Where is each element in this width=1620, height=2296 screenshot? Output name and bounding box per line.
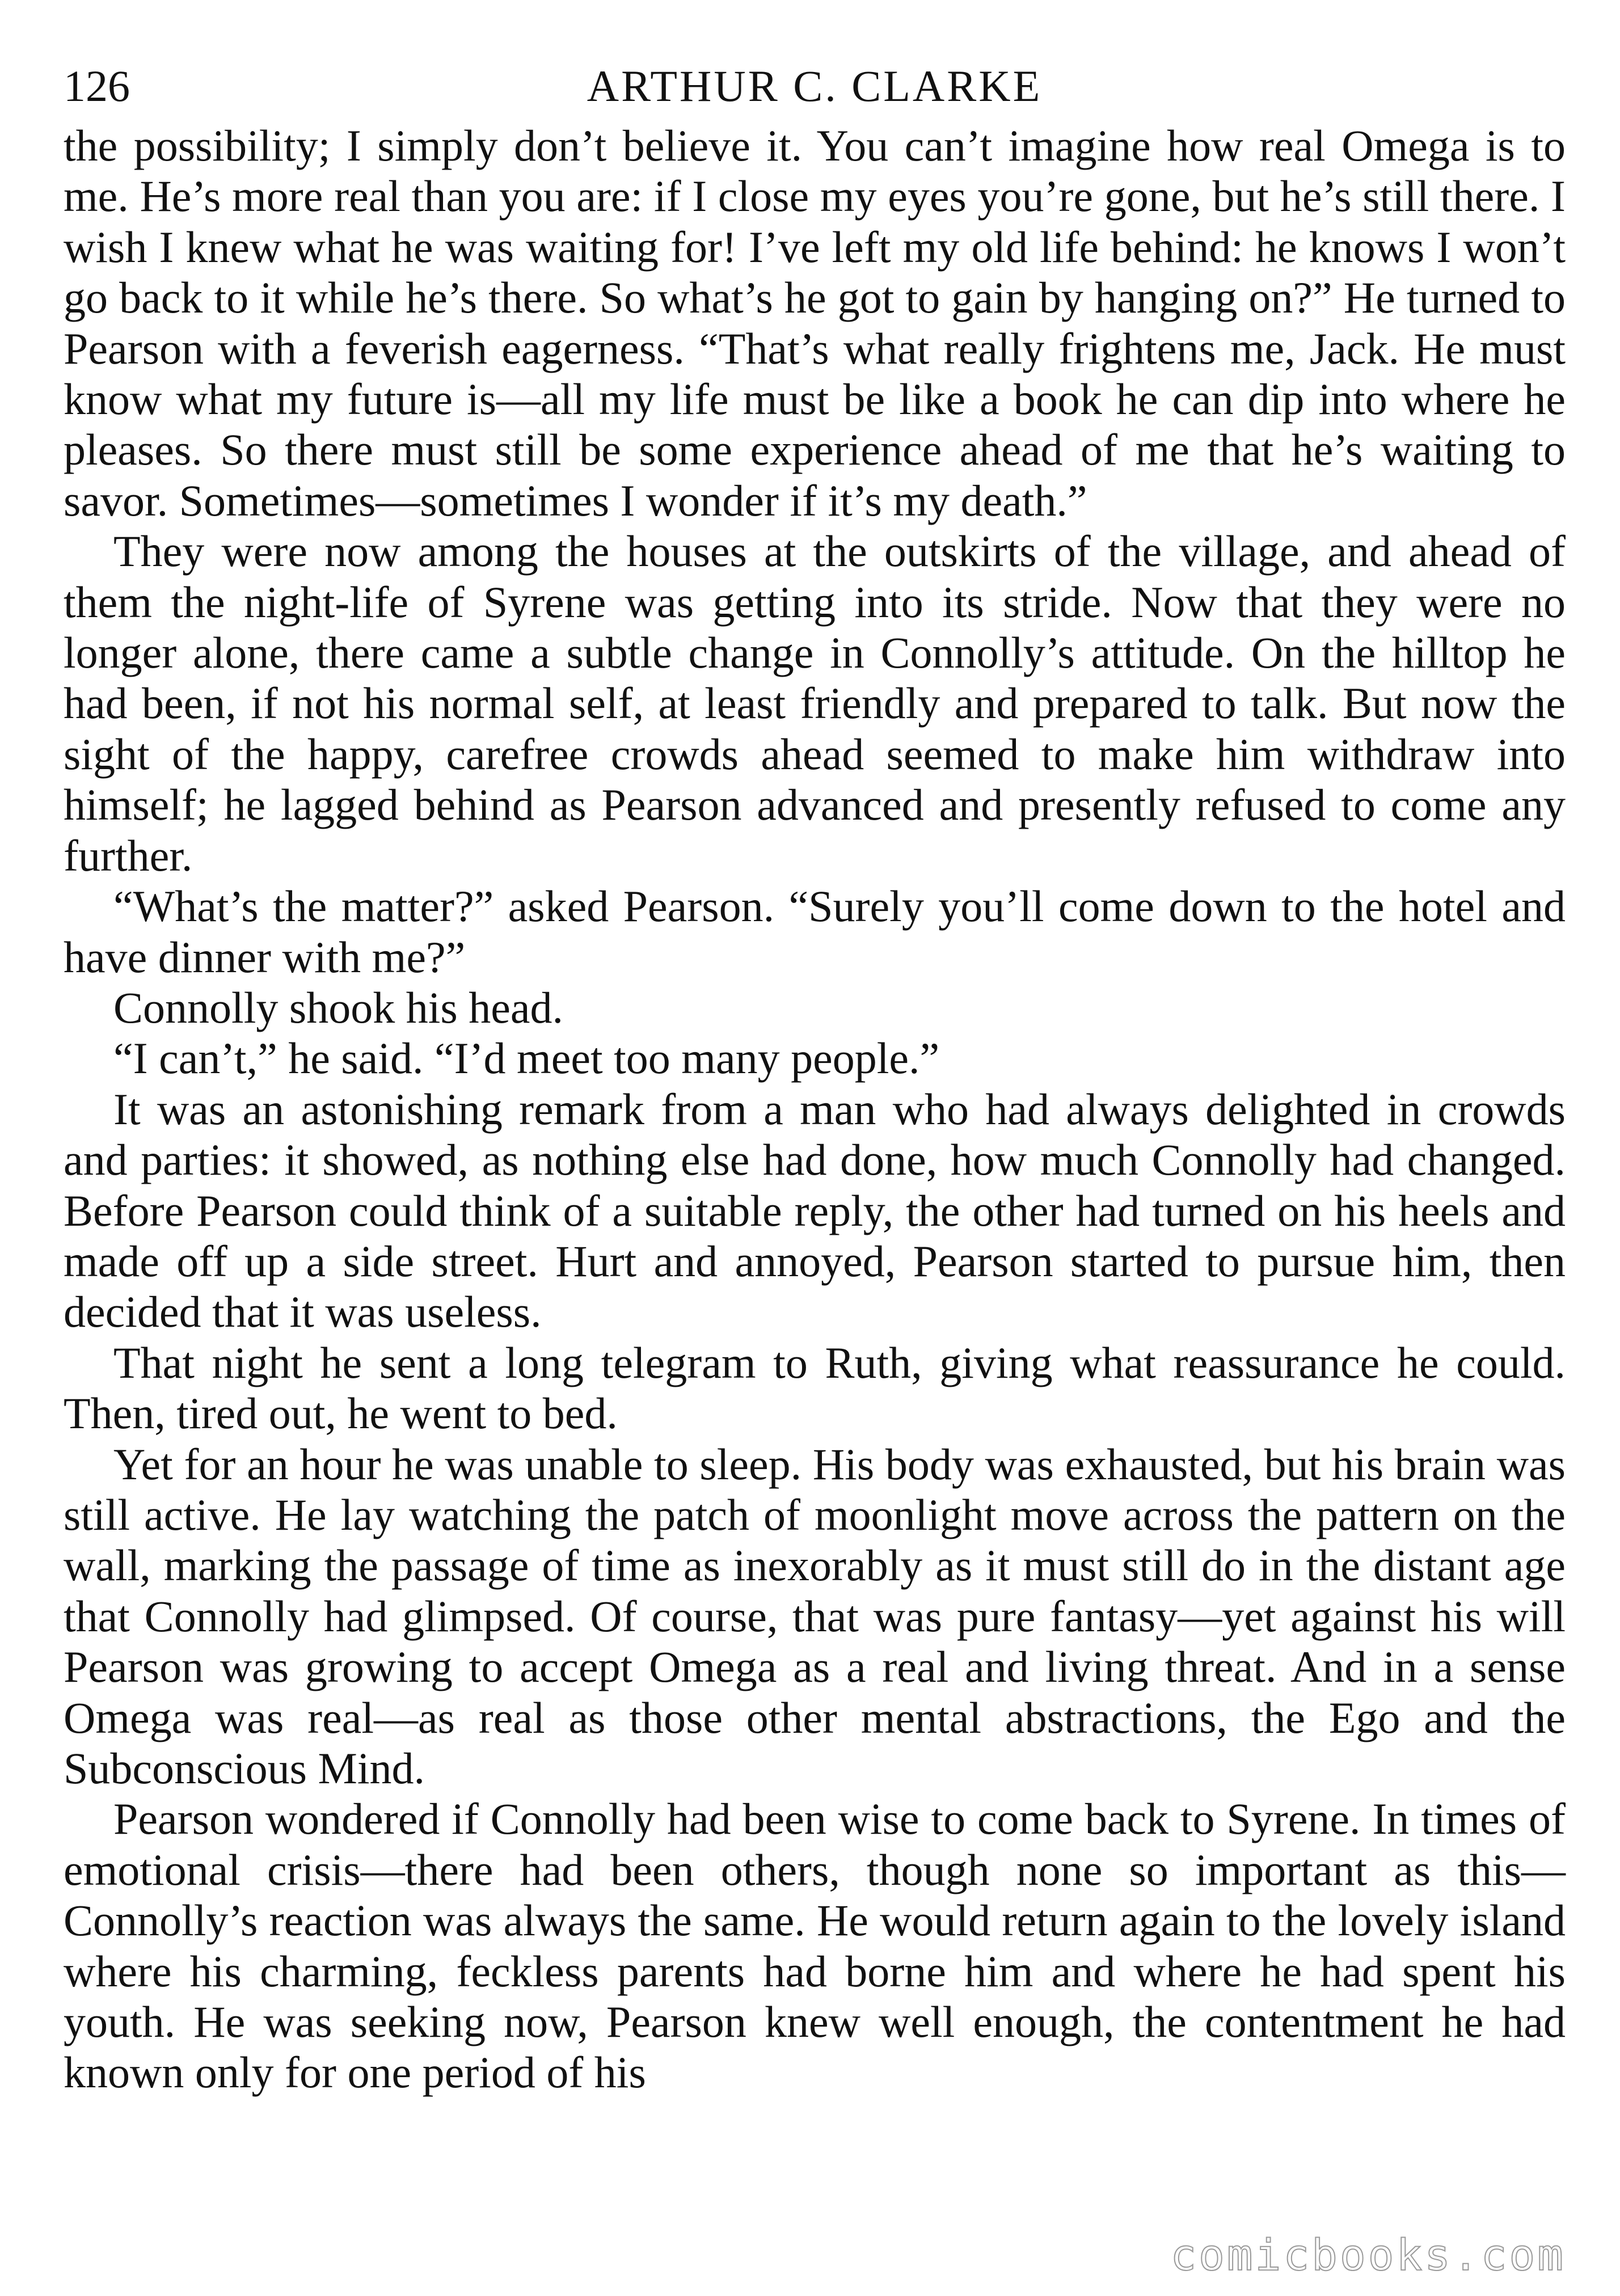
running-head: ARTHUR C. CLARKE [587, 61, 1043, 111]
paragraph: Yet for an hour he was unable to sleep. His body was exhausted, but his brain was still active. He lay watching the patch of moonlight move across the pattern on the wall, marking the passage of time as inexorably as it must still do in the distant age that Connolly had glimpsed. Of course, that was pure fantasy—yet against his will Pearson was growing to accept Omega as a real and living threat. And in a sense Omega was real—as real as those other mental abstractions, the Ego and the Subconscious Mind. [64, 1439, 1566, 1793]
paragraph: “I can’t,” he said. “I’d meet too many people.” [113, 1033, 940, 1083]
watermark: comicbooks.com [1170, 2230, 1566, 2280]
paragraph: Pearson wondered if Connolly had been wise to come back to Syrene. In times of emotional crisis—there had been others, though none so important as this—Connolly’s reaction was always the same. He would return again to the lovely island where his charming, feckless parents had borne him and where he had spent his youth. He was seeking now, Pearson knew well enough, the contentment he had known only for one period of his [64, 1794, 1566, 2097]
body-text [64, 120, 1566, 2098]
paragraph: “What’s the matter?” asked Pearson. “Surely you’ll come down to the hotel and have dinner with me?” [64, 881, 1566, 982]
book-page [64, 54, 1566, 2255]
paragraph: They were now among the houses at the outskirts of the village, and ahead of them the night-life of Syrene was getting into its stride. Now that they were no longer alone, there came a subtle change in Connolly’s attitude. On the hilltop he had been, if not his normal self, at least friendly and prepared to talk. But now the sight of the happy, carefree crowds ahead seemed to make him withdraw into himself; he lagged behind as Pearson advanced and presently refused to come any further. [64, 526, 1566, 880]
page-header [64, 54, 1566, 118]
paragraph-continued: the possibility; I simply don’t believe it. You can’t imagine how real Omega is to me. He’s more real than you are: if I close my eyes you’re gone, but he’s still there. I wish I knew what he was waiting for! I’ve left my old life behind: he knows I won’t go back to it while he’s there. So what’s he got to gain by hanging on?” He turned to Pearson with a feverish eagerness. “That’s what really frightens me, Jack. He must know what my future is—all my life must be like a book he can dip into where he pleases. So there must still be some experience ahead of me that he’s waiting to savor. Sometimes—sometimes I wonder if it’s my death.” [64, 121, 1566, 525]
paragraph: That night he sent a long telegram to Ruth, giving what reassurance he could. Then, tired out, he went to bed. [64, 1337, 1566, 1438]
page-number: 126 [64, 61, 130, 111]
paragraph: Connolly shook his head. [113, 982, 563, 1032]
paragraph: It was an astonishing remark from a man who had always delighted in crowds and parties: it showed, as nothing else had done, how much Connolly had changed. Before Pearson could think of a suitable reply, the other had turned on his heels and made off up a side street. Hurt and annoyed, Pearson started to pursue him, then decided that it was useless. [64, 1084, 1566, 1337]
